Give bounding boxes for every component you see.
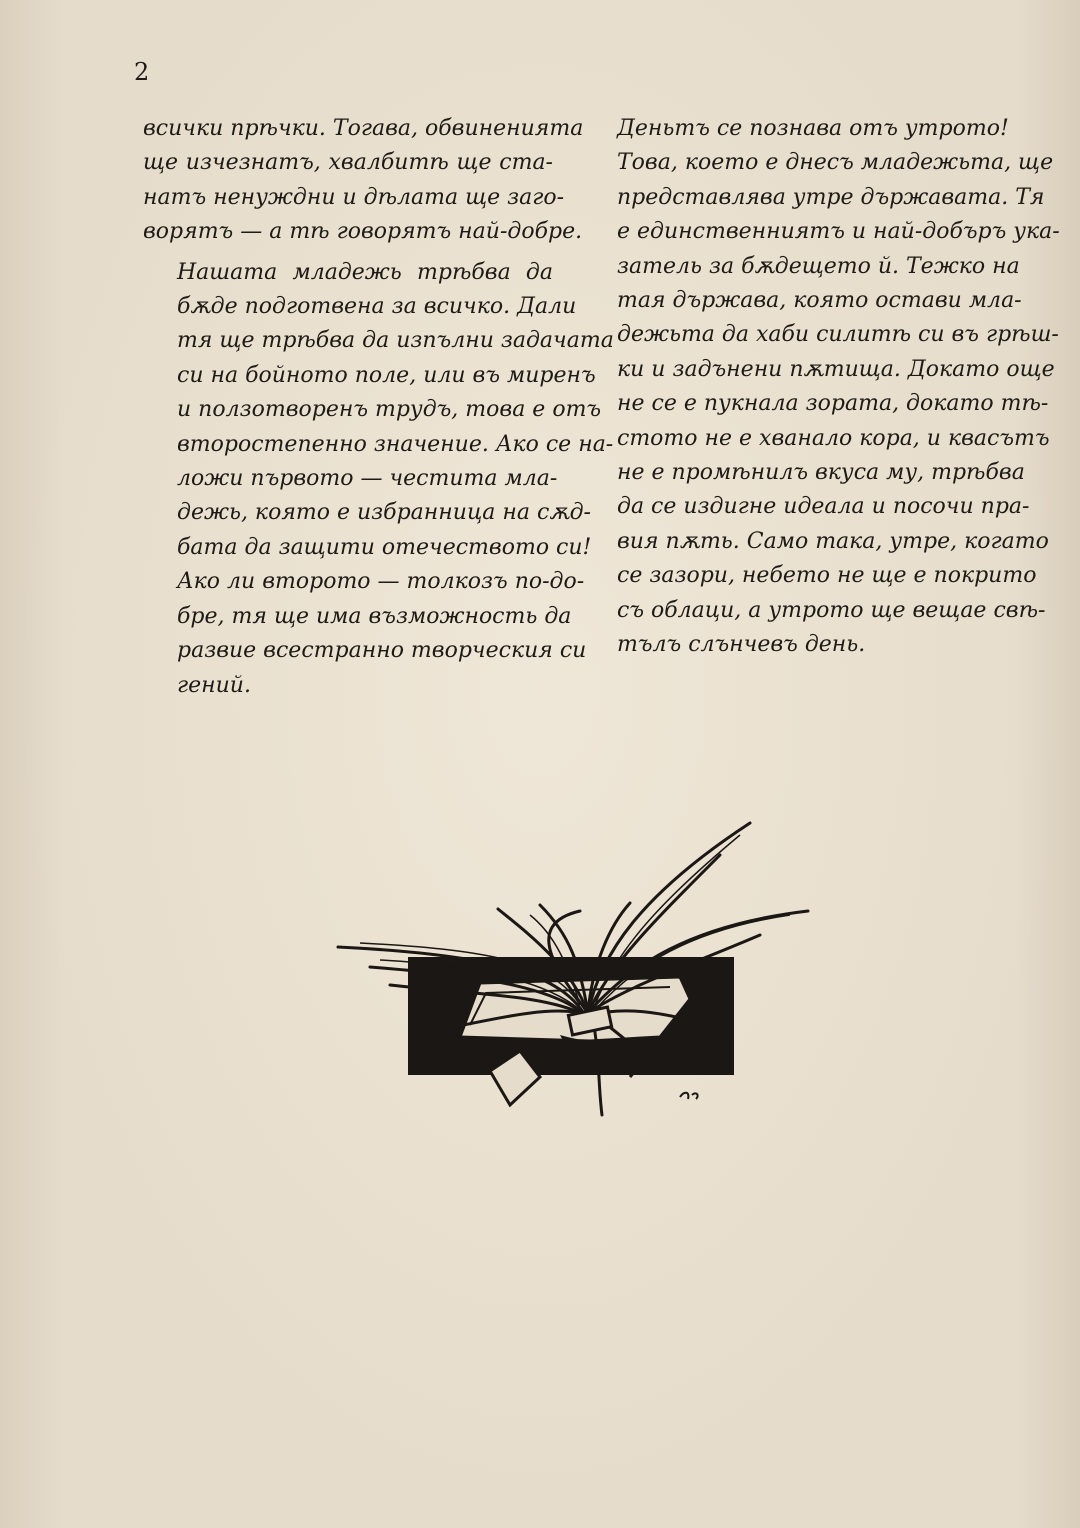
paragraph bbox=[143, 112, 584, 250]
paragraph bbox=[583, 112, 1060, 663]
right-column bbox=[583, 112, 1060, 669]
text-line: бѫде подготвена за всичко. Дали bbox=[177, 294, 577, 320]
text-line: се зазори, небето не ще е покрито bbox=[617, 563, 1037, 589]
text-line: ще изчезнатъ, хвалбитѣ ще ста- bbox=[143, 150, 553, 176]
text-line: тя ще трѣбва да изпълни задачата bbox=[177, 328, 614, 354]
text-line: дежь, която е избранница на сѫд- bbox=[177, 500, 591, 526]
paragraph bbox=[143, 256, 614, 703]
text-line: Това, което е днесъ младежьта, ще bbox=[617, 150, 1054, 176]
text-line: си на бойното поле, или въ миренъ bbox=[177, 362, 596, 388]
text-line: и ползотворенъ трудъ, това е отъ bbox=[177, 397, 602, 423]
text-line: тълъ слънчевъ день. bbox=[617, 632, 866, 658]
text-line: второстепенно значение. Ако се на- bbox=[177, 431, 614, 457]
text-line: ки и задънени пѫтища. Докато още bbox=[617, 356, 1055, 382]
text-line: тая държава, която остави мла- bbox=[617, 288, 1022, 314]
text-line: вия пѫть. Само така, утре, когато bbox=[617, 528, 1049, 554]
text-line: Деньтъ се познава отъ утрото! bbox=[617, 116, 1009, 141]
text-line: затель за бѫдещето й. Тежко на bbox=[617, 253, 1020, 279]
text-line: всички прѣчки. Тогава, обвиненията bbox=[143, 116, 584, 141]
text-line: натъ ненуждни и дѣлата ще заго- bbox=[143, 184, 565, 210]
wheat-sheaf-on-book-icon bbox=[330, 815, 820, 1125]
text-line: не е промѣнилъ вкуса му, трѣбва bbox=[617, 460, 1025, 486]
text-line: стото не е хванало кора, и квасътъ bbox=[617, 425, 1050, 451]
text-line: бре, тя ще има възможность да bbox=[177, 603, 572, 629]
text-line: дежьта да хаби силитѣ си въ грѣш- bbox=[617, 322, 1059, 348]
text-line: Ако ли второто — толкозъ по-до- bbox=[177, 569, 585, 595]
text-line: Нашата младежь трѣбва да bbox=[177, 259, 553, 285]
text-line: ложи първото — честита мла- bbox=[177, 466, 558, 492]
text-line: съ облаци, а утрото ще вещае свѣ- bbox=[617, 597, 1046, 623]
text-line: гений. bbox=[177, 672, 251, 698]
page-number: 2 bbox=[134, 58, 150, 86]
left-column bbox=[143, 112, 614, 709]
text-line: е единственниятъ и най-добъръ ука- bbox=[617, 219, 1060, 245]
text-line: да се издигне идеала и посочи пра- bbox=[617, 494, 1030, 520]
text-line: не се е пукнала зората, докато тѣ- bbox=[617, 391, 1049, 417]
text-line: развие всестранно творческия си bbox=[177, 638, 587, 664]
text-line: бата да защити отечеството си! bbox=[177, 534, 592, 560]
text-line: ворятъ — а тѣ говорятъ най-добре. bbox=[143, 219, 583, 245]
text-line: представлява утре държавата. Тя bbox=[617, 184, 1045, 210]
